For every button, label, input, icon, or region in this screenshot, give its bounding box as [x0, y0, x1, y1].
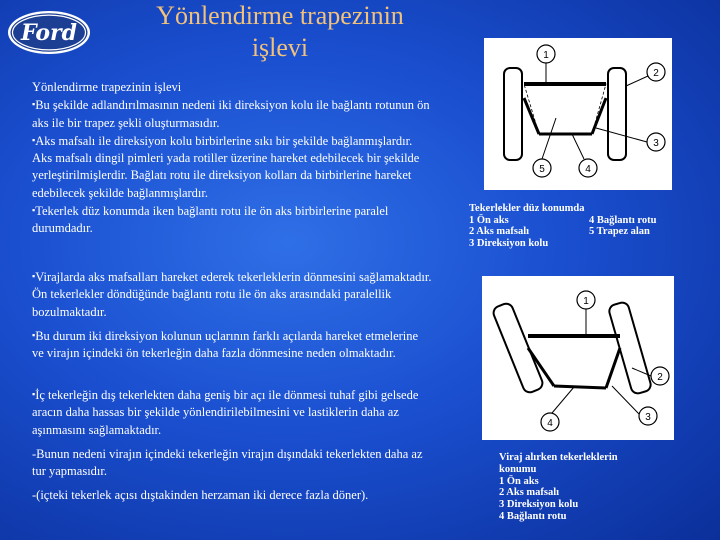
paragraph-8: -(içteki tekerlek açısı dıştakinden herzaman iki derece fazla döner).	[32, 488, 369, 502]
left-wheel	[504, 68, 522, 160]
paragraph-7: -Bunun nedeni virajın içindeki tekerleğin virajın dışındaki tekerlekten daha az tur yapmasıdır.	[32, 447, 423, 479]
svg-text:4: 4	[585, 164, 591, 175]
right-wheel-turned	[608, 301, 653, 395]
figure2-legend	[499, 452, 699, 523]
legend2-line-1: Viraj alırken tekerleklerin	[499, 452, 618, 463]
intro-p3: ▪ Tekerlek düz konumda iken bağlantı rotu ile ön aks birbirlerine paralel durumdadır.	[32, 202, 432, 238]
intro-p2: ▪ Aks mafsalı ile direksiyon kolu birbirlerine sıkı bir şekilde bağlanmışlardır. Aks mafsalı dingil pimleri yada rotiller üzerine hareket edebilecek bir şekilde yerleştirilmişlerdir. Bağlatı rotu ile direksiyon kolları da birbirlerine hareket edebilecek şekilde bağlanmışlardır.	[32, 132, 432, 202]
legend1-item-2: 2 Aks mafsalı	[469, 226, 530, 237]
svg-text:3: 3	[653, 138, 659, 149]
tie-rod-2	[554, 386, 606, 388]
svg-text:1: 1	[583, 296, 589, 307]
page-title	[120, 0, 440, 64]
paragraph-6: ▪ İç tekerleğin dış tekerlekten daha geniş bir açı ile dönmesi tuhaf gibi gelsede aracın daha hassas bir şekilde yönlendirilebilmesini ve lastiklerin daha az aşınmasını sağlamaktadır.	[32, 386, 442, 439]
callout-1	[537, 45, 555, 84]
left-steering-arm	[524, 98, 539, 134]
callout-2	[626, 63, 665, 86]
intro-p1: ▪ Bu şekilde adlandırılmasının nedeni iki direksiyon kolu ile bağlantı rotunun ön aks ile bir trapez şekli oluşturmasıdır.	[32, 96, 432, 132]
legend2-line-3: 1 Ön aks	[499, 475, 539, 487]
right-steering-arm-2	[606, 348, 620, 388]
svg-text:2: 2	[657, 372, 663, 383]
svg-text:5: 5	[539, 164, 545, 175]
legend2-line-5: 3 Direksiyon kolu	[499, 499, 579, 511]
legend2-line-2: konumu	[499, 463, 537, 475]
callout-4	[572, 134, 597, 177]
paragraph-5: ▪ Bu durum iki direksiyon kolunun uçlarının farklı açılarda hareket etmelerine ve virajın içindeki ön tekerleğin daha fazla dönmesine neden olmaktadır.	[32, 327, 432, 363]
legend1-item-3: 3 Direksiyon kolu	[469, 237, 549, 249]
legend1-item-4: 4 Bağlantı rotu	[589, 214, 657, 226]
figure1-legend	[469, 203, 709, 249]
legend1-title: Tekerlekler düz konumda	[469, 203, 585, 214]
callout-2-4	[541, 387, 574, 431]
svg-text:3: 3	[645, 412, 651, 423]
intro-block	[32, 79, 432, 238]
svg-text:1: 1	[543, 50, 549, 61]
intro-heading: Yönlendirme trapezinin işlevi	[32, 80, 182, 94]
legend1-item-1: 1 Ön aks	[469, 214, 509, 226]
svg-text:4: 4	[547, 418, 553, 429]
left-wheel-turned	[491, 302, 544, 395]
right-wheel	[608, 68, 626, 160]
figure-turning-wheels	[482, 276, 674, 440]
svg-text:2: 2	[653, 68, 659, 79]
legend2-line-6: 4 Bağlantı rotu	[499, 510, 567, 522]
figure-straight-wheels	[484, 38, 672, 190]
title-line-2: işlevi	[251, 33, 309, 62]
logo-text: Ford	[20, 20, 78, 46]
paragraph-4: ▪ Virajlarda aks mafsalları hareket ederek tekerleklerin dönmesini sağlamaktadır. Ön tekerlekler döndüğünde bağlantı rotu ile ön aks arasındaki paralellik bozulmaktadır.	[32, 268, 442, 321]
callout-3	[596, 128, 665, 151]
ford-logo	[7, 10, 91, 55]
callout-2-1	[577, 291, 595, 336]
title-line-1: Yönlendirme trapezinin	[156, 1, 404, 30]
legend2-line-4: 2 Aks mafsalı	[499, 487, 560, 499]
legend1-item-5: 5 Trapez alan	[589, 226, 650, 237]
